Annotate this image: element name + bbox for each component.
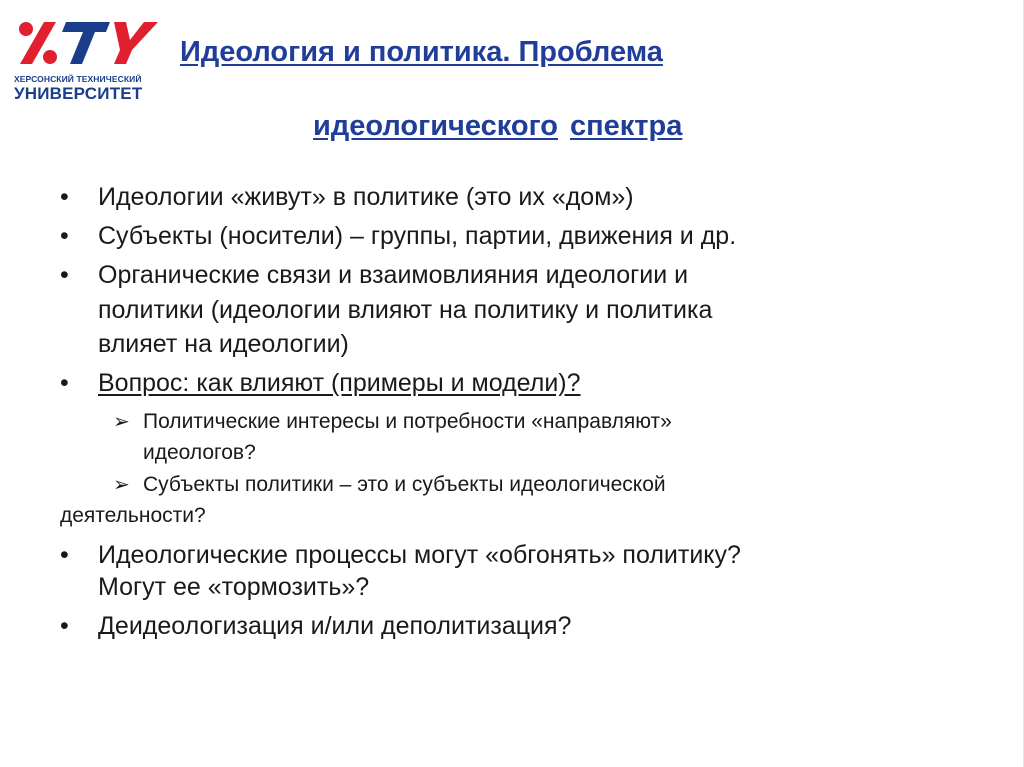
sub-item-continuation xyxy=(143,437,256,469)
bullet-text: Идеологические процессы могут «обгонять» политику? xyxy=(98,541,741,569)
bullet-marker: • xyxy=(60,369,69,397)
bullet-text: Органические связи и взаимовлияния идеологии и xyxy=(98,261,689,289)
bullet-text: Могут ее «тормозить»? xyxy=(98,573,370,601)
sub-item-text: идеологов? xyxy=(143,441,256,464)
bullet-text: Субъекты (носители) – группы, партии, движения и др. xyxy=(98,222,737,250)
logo-subtitle: ХЕРСОНСКИЙ ТЕХНИЧЕСКИЙ xyxy=(14,74,142,84)
sub-item-text: Политические интересы и потребности «направляют» xyxy=(143,410,672,433)
sub-item xyxy=(113,406,672,438)
sub-item-continuation xyxy=(60,500,206,532)
bullet-marker: • xyxy=(60,612,69,640)
bullet-marker: • xyxy=(60,183,69,211)
bullet-text: политики (идеологии влияют на политику и политика xyxy=(98,296,713,324)
title-word-ideological: идеологического xyxy=(313,110,558,142)
bullet-text: Идеологии «живут» в политике (это их «дом») xyxy=(98,183,634,211)
arrow-bullet-icon: ➢ xyxy=(113,474,130,496)
arrow-bullet-icon: ➢ xyxy=(113,411,130,433)
bullet-marker: • xyxy=(60,261,69,289)
logo-university: УНИВЕРСИТЕТ xyxy=(14,84,143,103)
bullet-marker: • xyxy=(60,222,69,250)
bullet-marker: • xyxy=(60,541,69,569)
title-word-spectrum: спектра xyxy=(570,110,683,142)
bullet-text-question: Вопрос: как влияют (примеры и модели)? xyxy=(98,369,581,397)
sub-item xyxy=(113,469,666,501)
bullet-text: Деидеологизация и/или деполитизация? xyxy=(98,612,572,640)
bullet-text: влияет на идеологии) xyxy=(98,330,349,358)
sub-item-text: деятельности? xyxy=(60,504,206,527)
sub-item-text: Субъекты политики – это и субъекты идеологической xyxy=(143,473,666,496)
title-line-1: Идеология и политика. Проблема xyxy=(180,36,663,68)
